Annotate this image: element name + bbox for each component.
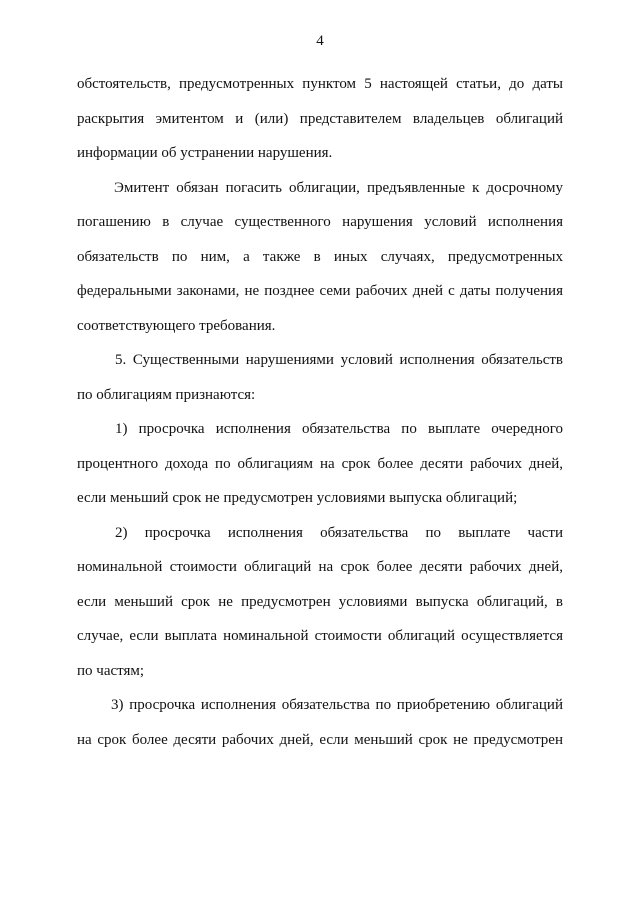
text-line: процентного дохода по облигациям на срок более десяти рабочих дней, [77,455,563,472]
text-line: случае, если выплата номинальной стоимости облигаций осуществляется [77,628,563,644]
paragraph-issuer-obligation [77,171,563,344]
text-line: соответствующего требования. [77,317,276,334]
text-line: номинальной стоимости облигаций на срок более десяти рабочих дней, [77,559,563,575]
text-line: если меньший срок не предусмотрен условиями выпуска облигаций, в [77,593,563,610]
text-line: если меньший срок не предусмотрен условиями выпуска облигаций; [77,490,518,506]
document-body [77,67,563,757]
text-line: 5. Существенными нарушениями условий исполнения обязательств [115,352,563,368]
text-line: Эмитент обязан погасить облигации, предъявленные к досрочному [114,179,563,196]
paragraph-item-5 [77,343,563,412]
text-line: по облигациям признаются: [77,386,256,403]
text-line: раскрытия эмитентом и (или) представителем владельцев облигаций [77,110,563,127]
text-line: погашению в случае существенного нарушения условий исполнения [77,214,563,230]
text-line: по частям; [77,662,145,679]
paragraph-continuation [77,67,563,171]
text-line: 3) просрочка исполнения обязательства по приобретению облигаций [111,697,563,713]
list-item-3 [77,688,563,757]
list-item-2 [77,516,563,689]
text-line: на срок более десяти рабочих дней, если меньший срок не предусмотрен [77,731,563,748]
text-line: 1) просрочка исполнения обязательства по выплате очередного [115,421,563,437]
text-line: информации об устранении нарушения. [77,145,333,161]
text-line: обязательств по ним, а также в иных случаях, предусмотренных [77,248,563,265]
text-line: федеральными законами, не позднее семи рабочих дней с даты получения [77,283,563,299]
text-line: обстоятельств, предусмотренных пунктом 5 настоящей статьи, до даты [77,76,563,92]
page-number: 4 [316,33,324,49]
list-item-1 [77,412,563,516]
text-line: 2) просрочка исполнения обязательства по выплате части [115,524,563,541]
